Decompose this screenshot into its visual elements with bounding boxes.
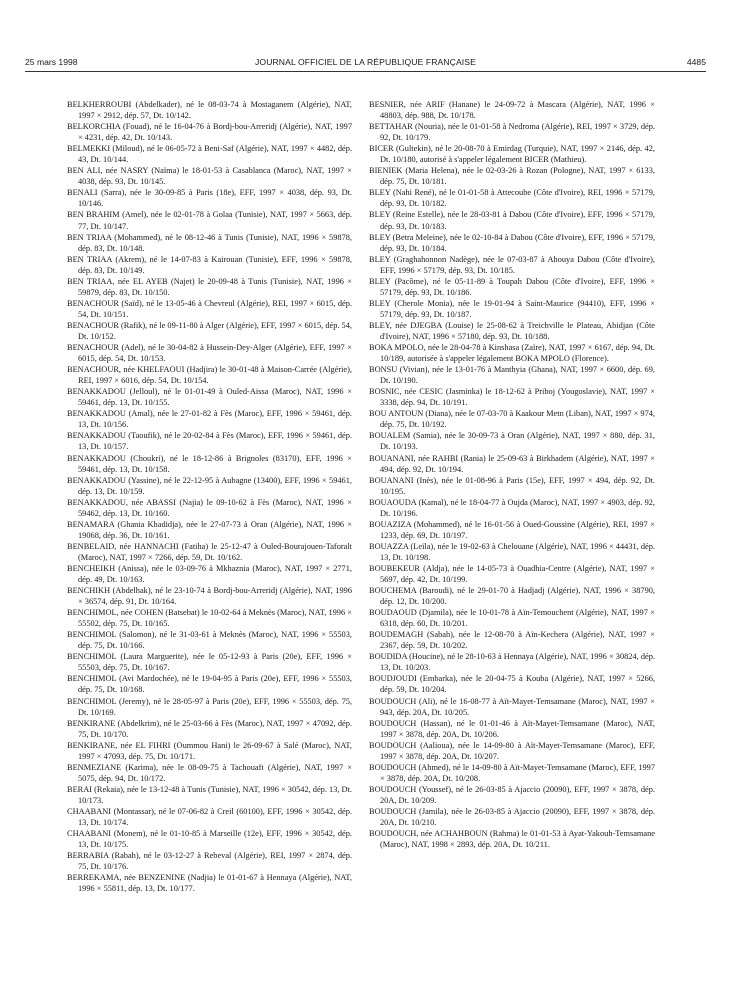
naturalization-entry: BENCHIMOL (Jeremy), né le 28-05-97 à Paris (20e), EFF, 1996 × 55503, dép. 75, Dt. 10/169.: [67, 696, 352, 717]
naturalization-entry: BOUAZIZA (Mohammed), né le 16-01-56 à Oued-Goussine (Algérie), REI, 1997 × 1233, dép. 69, Dt. 10/197.: [369, 519, 655, 540]
right-column: [369, 99, 655, 850]
naturalization-entry: BOUDOUCH (Hassan), né le 01-01-46 à Aït-Mayet-Temsamane (Maroc), NAT, 1997 × 3878, dép. 20A, Dt. 10/206.: [369, 718, 655, 739]
naturalization-entry: BOUDOUCH (Ahmed), né le 14-09-80 à Aït-Mayet-Temsamane (Maroc), EFF, 1997 × 3878, dép. 20A, Dt. 10/208.: [369, 762, 655, 783]
naturalization-entry: BOUDJOUDI (Embarka), née le 20-04-75 à Kouba (Algérie), NAT, 1997 × 5266, dép. 59, Dt. 10/204.: [369, 674, 655, 695]
naturalization-entry: BLEY (Betra Meleine), née le 02-10-84 à Dabou (Côte d'Ivoire), EFF, 1996 × 57179, dép. 93, Dt. 10/184.: [369, 232, 655, 253]
naturalization-entry: BENAMARA (Ghania Khadidja), née le 27-07-73 à Oran (Algérie), NAT, 1996 × 19068, dép. 36, Dt. 10/161.: [67, 519, 352, 540]
naturalization-entry: BOKA MPOLO, née le 28-04-78 à Kinshasa (Zaïre), NAT, 1997 × 6167, dép. 94, Dt. 10/189, autorisée à s'appeler légalement BOKA MPOLO (Florence).: [369, 343, 655, 364]
naturalization-entry: BENAKKADOU (Jelloul), né le 01-01-49 à Ouled-Aissa (Maroc), NAT, 1996 × 59461, dép. 13, Dt. 10/155.: [67, 387, 352, 408]
naturalization-entry: CHAABANI (Montassar), né le 07-06-82 à Creil (60100), EFF, 1996 × 30542, dép. 13, Dt. 10/174.: [67, 807, 352, 828]
naturalization-entry: BEN TRIAA (Akrem), né le 14-07-83 à Kairouan (Tunisie), EFF, 1996 × 59878, dép. 83, Dt. 10/149.: [67, 254, 352, 275]
naturalization-entry: BOUDOUCH (Youssef), né le 26-03-85 à Ajaccio (20090), EFF, 1997 × 3878, dép. 20A, Dt. 10/209.: [369, 784, 655, 805]
naturalization-entry: BENMEZIANE (Karima), née le 08-09-75 à Tachouaft (Algérie), NAT, 1997 × 5075, dép. 94, Dt. 10/172.: [67, 762, 352, 783]
journal-title: JOURNAL OFFICIEL DE LA RÉPUBLIQUE FRANÇAISE: [255, 57, 476, 67]
naturalization-entry: BONSU (Vivian), née le 13-01-76 à Manthyia (Ghana), NAT, 1997 × 6600, dép. 69, Dt. 10/190.: [369, 365, 655, 386]
naturalization-entry: BEN TRIAA (Mohammed), né le 08-12-46 à Tunis (Tunisie), NAT, 1996 × 59878, dép. 83, Dt. 10/148.: [67, 232, 352, 253]
naturalization-entry: BOUDOUCH (Ali), né le 16-08-77 à Aït-Mayet-Temsamane (Maroc), NAT, 1997 × 943, dép. 20A, Dt. 10/205.: [369, 696, 655, 717]
naturalization-entry: BENKIRANE, née EL FIHRI (Oummou Hani) le 26-09-67 à Salé (Maroc), NAT, 1997 × 47093, dép. 75, Dt. 10/171.: [67, 740, 352, 761]
naturalization-entry: BLEY (Graghahonnon Nadège), née le 07-03-87 à Ahouya Dabou (Côte d'Ivoire), EFF, 1996 × 57179, dép. 93, Dt. 10/185.: [369, 254, 655, 275]
naturalization-entry: BIENIEK (Maria Helena), née le 02-03-26 à Rozan (Pologne), NAT, 1997 × 6133, dép. 75, Dt. 10/181.: [369, 166, 655, 187]
publication-date: 25 mars 1998: [25, 57, 78, 67]
naturalization-entry: BENALI (Sarra), née le 30-09-85 à Paris (18e), EFF, 1997 × 4038, dép. 93, Dt. 10/146.: [67, 188, 352, 209]
naturalization-entry: BENAKKADOU (Taoufik), né le 20-02-84 à Fès (Maroc), EFF, 1996 × 59461, dép. 13, Dt. 10/157.: [67, 431, 352, 452]
naturalization-entry: BLEY, née DJEGBA (Louise) le 25-08-62 à Treichville le Plateau, Abidjan (Côte d'Ivoire), NAT, 1996 × 57180, dép. 93, Dt. 10/188.: [369, 320, 655, 341]
naturalization-entry: BENKIRANE (Abdelkrim), né le 25-03-66 à Fès (Maroc), NAT, 1997 × 47092, dép. 75, Dt. 10/170.: [67, 718, 352, 739]
naturalization-entry: BENCHIMOL (Salomon), né le 31-03-61 à Meknès (Maroc), NAT, 1996 × 55503, dép. 75, Dt. 10/166.: [67, 630, 352, 651]
naturalization-entry: BELKORCHIA (Fouad), né le 16-04-76 à Bordj-bou-Arreridj (Algérie), NAT, 1997 × 4231, dép. 42, Dt. 10/143.: [67, 122, 352, 143]
naturalization-entry: BOUDEMAGH (Sabah), née le 12-08-70 à Aïn-Kechera (Algérie), NAT, 1997 × 2367, dép. 59, Dt. 10/202.: [369, 630, 655, 651]
naturalization-entry: BLEY (Pacôme), né le 05-11-89 à Toupah Dabou (Côte d'Ivoire), EFF, 1996 × 57179, dép. 93, Dt. 10/186.: [369, 276, 655, 297]
naturalization-entry: BOUANANI, née RAHBI (Rania) le 25-09-63 à Birkhadem (Algérie), NAT, 1997 × 494, dép. 92, Dt. 10/194.: [369, 453, 655, 474]
naturalization-entry: BENCHEIKH (Anissa), née le 03-09-76 à Mkhaznia (Maroc), NAT, 1997 × 2771, dép. 49, Dt. 10/163.: [67, 563, 352, 585]
naturalization-entry: BOUDOUCH (Jamila), née le 26-03-85 à Ajaccio (20090), EFF, 1997 × 3878, dép. 20A, Dt. 10/210.: [369, 807, 655, 828]
naturalization-entry: BENBELAID, née HANNACHI (Fatiha) le 25-12-47 à Ouled-Bourajouen-Taforalt (Maroc), NAT, 1997 × 7266, dép. 59, Dt. 10/162.: [67, 541, 352, 562]
naturalization-entry: BLEY (Reine Estelle), née le 28-03-81 à Dabou (Côte d'Ivoire), EFF, 1996 × 57179, dép. 93, Dt. 10/183.: [369, 210, 655, 231]
naturalization-entry: BLEY (Nahi René), né le 01-01-58 à Attecoube (Côte d'Ivoire), REI, 1996 × 57179, dép. 93, Dt. 10/182.: [369, 188, 655, 209]
naturalization-entry: BERAI (Rekaia), née le 13-12-48 à Tunis (Tunisie), NAT, 1996 × 30542, dép. 13, Dt. 10/173.: [67, 784, 352, 805]
naturalization-entry: BEN TRIAA, née EL AYEB (Najet) le 20-09-48 à Tunis (Tunisie), NAT, 1996 × 59879, dép. 83, Dt. 10/150.: [67, 276, 352, 297]
naturalization-entry: BOUDOUCH, née ACHAHBOUN (Rahma) le 01-01-53 à Ayat-Yakouh-Temsamane (Maroc), NAT, 1998 × 2893, dép. 20A, Dt. 10/211.: [369, 829, 655, 850]
naturalization-entry: BENACHOUR, née KHELFAOUI (Hadjira) le 30-01-48 à Maison-Carrée (Algérie), REI, 1997 × 6016, dép. 54, Dt. 10/154.: [67, 365, 352, 386]
naturalization-entry: BOUANANI (Inès), née le 01-08-96 à Paris (15e), EFF, 1997 × 494, dép. 92, Dt. 10/195.: [369, 475, 655, 496]
naturalization-entry: BENACHOUR (Adel), né le 30-04-82 à Hussein-Dey-Alger (Algérie), EFF, 1997 × 6015, dép. 54, Dt. 10/153.: [67, 343, 352, 364]
naturalization-entry: BESNIER, née ARIF (Hanane) le 24-09-72 à Mascara (Algérie), NAT, 1996 × 48803, dép. 988, Dt. 10/178.: [369, 100, 655, 121]
naturalization-entry: BELMEKKI (Miloud), né le 06-05-72 à Beni-Saf (Algérie), NAT, 1997 × 4482, dép. 43, Dt. 10/144.: [67, 144, 352, 165]
naturalization-entry: BENAKKADOU (Choukri), né le 18-12-86 à Brignoles (83170), EFF, 1996 × 59461, dép. 13, Dt. 10/158.: [67, 453, 352, 474]
naturalization-entry: BENCHIKH (Abdelhak), né le 23-10-74 à Bordj-bou-Arreridj (Algérie), NAT, 1996 × 36574, dép. 91, Dt. 10/164.: [67, 586, 352, 607]
naturalization-entry: BOUALEM (Samia), née le 30-09-73 à Oran (Algérie), NAT, 1997 × 880, dép. 31, Dt. 10/193.: [369, 431, 655, 452]
naturalization-entry: BOSNIC, née CESIC (Jasminka) le 18-12-62 à Priboj (Yougoslavie), NAT, 1997 × 3338, dép. 94, Dt. 10/191.: [369, 387, 655, 408]
naturalization-entry: CHAABANI (Monem), né le 01-10-85 à Marseille (12e), EFF, 1996 × 30542, dép. 13, Dt. 10/175.: [67, 829, 352, 850]
header-rule: [25, 71, 706, 72]
naturalization-entry: BOUDIDA (Houcine), né le 28-10-63 à Hennaya (Algérie), NAT, 1996 × 30824, dép. 13, Dt. 10/203.: [369, 652, 655, 673]
naturalization-entry: BENACHOUR (Rafik), né le 09-11-80 à Alger (Algérie), EFF, 1997 × 6015, dép. 54, Dt. 10/152.: [67, 320, 352, 341]
naturalization-entry: BENCHIMOL, née COHEN (Batsebat) le 10-02-64 à Meknès (Maroc), NAT, 1996 × 55502, dép. 75, Dt. 10/165.: [67, 608, 352, 629]
left-column: [67, 99, 352, 894]
page-number: 4485: [686, 57, 706, 67]
naturalization-entry: BLEY (Cherole Monia), née le 19-01-94 à Saint-Maurice (94410), EFF, 1996 × 57179, dép. 93, Dt. 10/187.: [369, 298, 655, 319]
naturalization-entry: BERREKAMA, née BENZENINE (Nadjia) le 01-01-67 à Hennaya (Algérie), NAT, 1996 × 55811, dép. 13, Dt. 10/177.: [67, 873, 352, 894]
naturalization-entry: BELKHERROUBI (Abdelkader), né le 08-03-74 à Mostaganem (Algérie), NAT, 1997 × 2912, dép. 57, Dt. 10/142.: [67, 100, 352, 121]
naturalization-entry: BEN ALI, née NASRY (Naïma) le 18-01-53 à Casablanca (Maroc), NAT, 1997 × 4038, dép. 93, Dt. 10/145.: [67, 166, 352, 187]
naturalization-entry: BICER (Gultekin), né le 20-08-70 à Emirdag (Turquie), NAT, 1997 × 2146, dép. 42, Dt. 10/180, autorisé à s'appeler légalement BICER (Mathieu).: [369, 144, 655, 165]
naturalization-entry: BOUCHEMA (Baroudi), né le 29-01-70 à Hadjadj (Algérie), NAT, 1996 × 38790, dép. 12, Dt. 10/200.: [369, 586, 655, 607]
naturalization-entry: BOUAZZA (Leïla), née le 19-02-63 à Chelouane (Algérie), NAT, 1996 × 44431, dép. 13, Dt. 10/198.: [369, 541, 655, 562]
naturalization-entry: BOUBEKEUR (Aldja), née le 14-05-73 à Ouadhia-Centre (Algérie), NAT, 1997 × 5697, dép. 42, Dt. 10/199.: [369, 563, 655, 585]
naturalization-entry: BOUDAOUD (Djamila), née le 10-01-78 à Aïn-Temouchent (Algérie), NAT, 1997 × 6318, dép. 60, Dt. 10/201.: [369, 608, 655, 629]
naturalization-entry: BENAKKADOU (Amal), née le 27-01-82 à Fès (Maroc), EFF, 1996 × 59461, dép. 13, Dt. 10/156.: [67, 409, 352, 430]
naturalization-entry: BOUAOUDA (Kamal), né le 18-04-77 à Oujda (Maroc), NAT, 1997 × 4903, dép. 92, Dt. 10/196.: [369, 497, 655, 518]
naturalization-entry: BEN BRAHIM (Amel), née le 02-01-78 à Golaa (Tunisie), NAT, 1997 × 5663, dép. 77, Dt. 10/147.: [67, 210, 352, 231]
naturalization-entry: BOU ANTOUN (Diana), née le 07-03-70 à Kaakour Metn (Liban), NAT, 1997 × 974, dép. 75, Dt. 10/192.: [369, 409, 655, 430]
naturalization-entry: BETTAHAR (Nouria), née le 01-01-58 à Nedroma (Algérie), REI, 1997 × 3729, dép. 92, Dt. 10/179.: [369, 122, 655, 143]
naturalization-entry: BENACHOUR (Saïd), né le 13-05-46 à Chevreul (Algérie), REI, 1997 × 6015, dép. 54, Dt. 10/151.: [67, 298, 352, 319]
naturalization-entry: BENCHIMOL (Avi Mardochée), né le 19-04-95 à Paris (20e), EFF, 1996 × 55503, dép. 75, Dt. 10/168.: [67, 674, 352, 695]
page-header: [25, 57, 706, 71]
naturalization-entry: BOUDOUCH (Aalioua), née le 14-09-80 à Aït-Mayet-Temsamane (Maroc), EFF, 1997 × 3878, dép. 20A, Dt. 10/207.: [369, 740, 655, 761]
naturalization-entry: BENAKKADOU (Yassine), né le 22-12-95 à Aubagne (13400), EFF, 1996 × 59461, dép. 13, Dt. 10/159.: [67, 475, 352, 496]
naturalization-entry: BENCHIMOL (Laura Marguerite), née le 05-12-93 à Paris (20e), EFF, 1996 × 55503, dép. 75, Dt. 10/167.: [67, 652, 352, 673]
naturalization-entry: BENAKKADOU, née ABASSI (Najia) le 09-10-62 à Fès (Maroc), NAT, 1996 × 59462, dép. 13, Dt. 10/160.: [67, 497, 352, 518]
naturalization-entry: BERRABIA (Rabah), né le 03-12-27 à Rebeval (Algérie), REI, 1997 × 2874, dép. 75, Dt. 10/176.: [67, 851, 352, 872]
